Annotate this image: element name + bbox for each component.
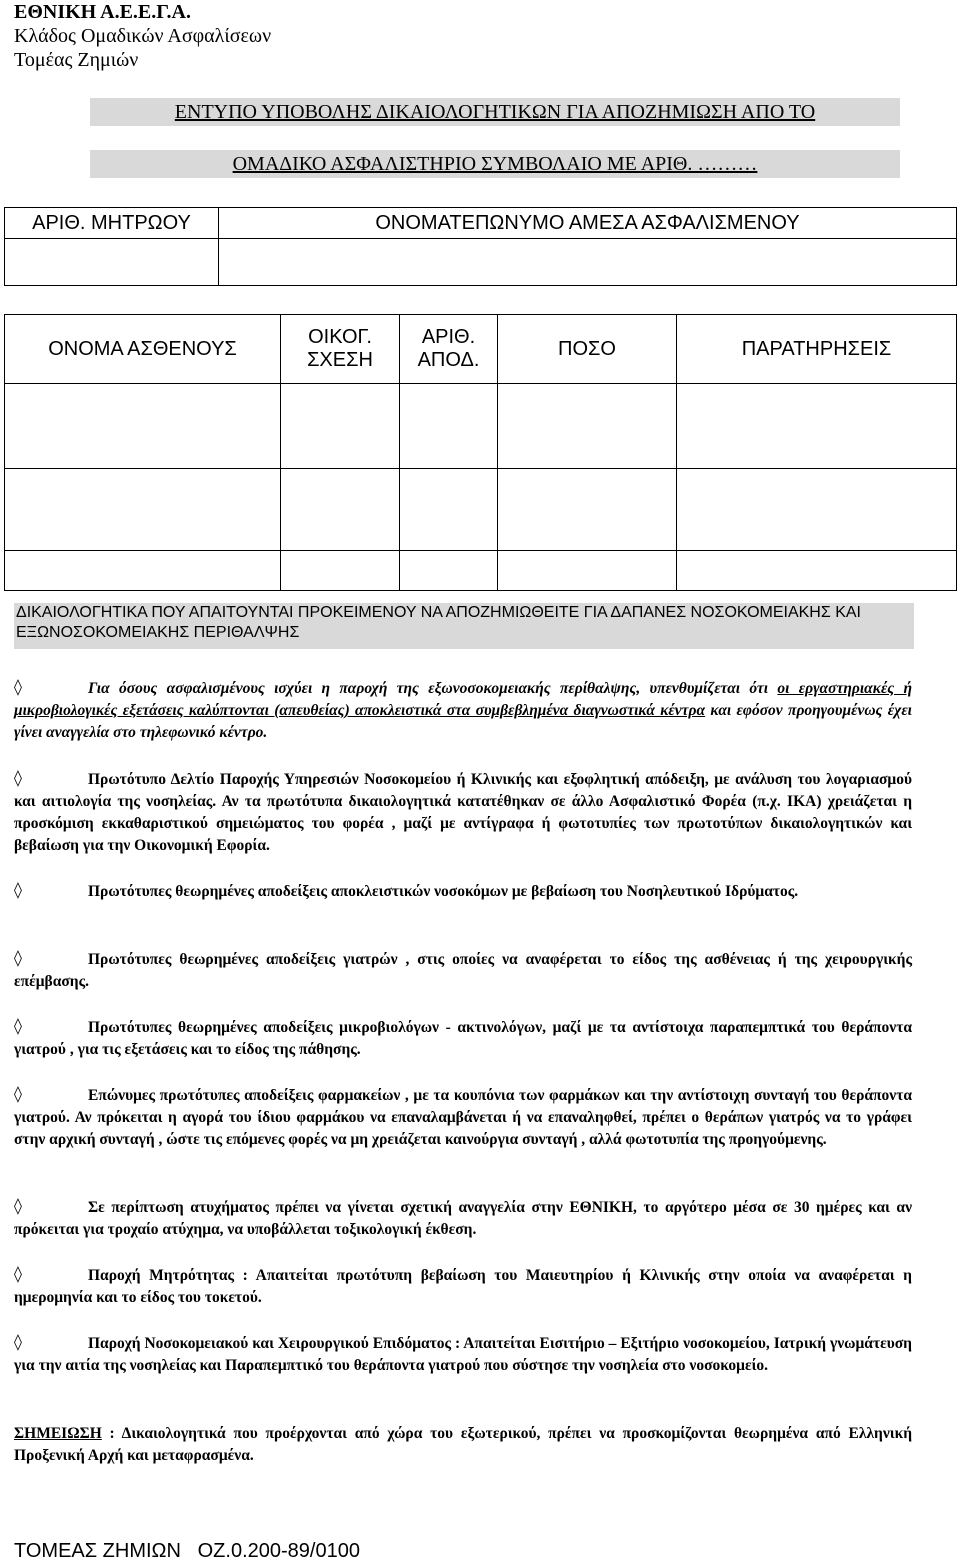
- document-header: [14, 0, 271, 72]
- table-cell[interactable]: [281, 384, 400, 469]
- diamond-outline-icon: ◊: [14, 677, 22, 696]
- remarks-header: ΠΑΡΑΤΗΡΗΣΕΙΣ: [677, 315, 957, 384]
- paragraph-maternity: [14, 1265, 912, 1309]
- table-cell[interactable]: [5, 469, 281, 551]
- amount-header: ΠΟΣΟ: [498, 315, 677, 384]
- family-relation-header: ΟΙΚΟΓ. ΣΧΕΣΗ: [281, 315, 400, 384]
- registry-number-cell[interactable]: [5, 239, 219, 286]
- table-cell[interactable]: [498, 469, 677, 551]
- table-cell[interactable]: [281, 469, 400, 551]
- table-cell[interactable]: [677, 469, 957, 551]
- footer-text: ΤΟΜΕΑΣ ΖΗΜΙΩΝ ΟΖ.0.200-89/0100: [14, 1540, 360, 1562]
- paragraph-outpatient: [14, 678, 912, 744]
- form-title-line-1: ΕΝΤΥΠΟ ΥΠΟΒΟΛΗΣ ΔΙΚΑΙΟΛΟΓΗΤΙΚΩΝ ΓΙΑ ΑΠΟΖΗΜΙΩΣΗ ΑΠΟ ΤΟ: [90, 98, 900, 126]
- labs-text: Πρωτότυπες θεωρημένες αποδείξεις μικροβιολόγων - ακτινολόγων, μαζί με τα αντίστοιχα παραπεμπτικά του θεράποντα γιατρού , για τις εξετάσεις και το είδος της πάθησης.: [14, 1019, 912, 1058]
- hospital-allowance-text: Παροχή Νοσοκομειακού και Χειρουργικού Επιδόματος : Απαιτείται Εισιτήριο – Εξιτήριο νοσοκομείου, Ιατρική γνωμάτευση για την αιτία της νοσηλείας και Παραπεμπτικό του θεράποντα γιατρού που σύστησε την νοσηλεία στο νοσοκομείο.: [14, 1335, 912, 1374]
- nurses-text: Πρωτότυπες θεωρημένες αποδείξεις αποκλειστικών νοσοκόμων με βεβαίωση του Νοσηλευτικού Ιδρύματος.: [88, 883, 799, 900]
- note-label: ΣΗΜΕΙΩΣΗ: [14, 1425, 102, 1442]
- paragraph-labs: [14, 1017, 912, 1061]
- table-cell[interactable]: [5, 551, 281, 591]
- diamond-outline-icon: ◊: [14, 1196, 22, 1215]
- diamond-outline-icon: ◊: [14, 1264, 22, 1283]
- table-cell[interactable]: [5, 384, 281, 469]
- maternity-text: Παροχή Μητρότητας : Απαιτείται πρωτότυπη βεβαίωση του Μαιευτηρίου ή Κλινικής στην οποία να αναφέρεται η ημερομηνία και το είδος του τοκετού.: [14, 1267, 912, 1306]
- paragraph-note: [14, 1423, 912, 1467]
- insured-table: [4, 207, 957, 286]
- paragraph-pharmacy: [14, 1085, 912, 1151]
- hospital-bill-text: Πρωτότυπο Δελτίο Παροχής Υπηρεσιών Νοσοκομείου ή Κλινικής και εξοφλητική απόδειξη, με ανάλυση του λογαριασμού και αιτιολογία της νοσηλείας. Αν τα πρωτότυπα δικαιολογητικά κατατέθηκαν σε άλλο Ασφαλιστικό Φορέα (π.χ. ΙΚΑ) χρειάζεται η προσκόμιση εκκαθαριστικού σημειώματος του φορέα , μαζί με αντίγραφα ή φωτοτυπίες των πρωτοτύπων δικαιολογητικών και βεβαίωση για την Οικονομική Εφορία.: [14, 771, 912, 854]
- claims-table: [4, 314, 957, 591]
- accident-text: Σε περίπτωση ατυχήματος πρέπει να γίνεται σχετική αναγγελία στην ΕΘΝΙΚΗ, το αργότερο μέσα σε 30 ημέρες και αν πρόκειται για τροχαίο ατύχημα, να υποβάλλεται τοξικολογική έκθεση.: [14, 1199, 912, 1238]
- form-code-footer: [14, 1540, 360, 1563]
- documents-title: ΔΙΚΑΙΟΛΟΓΗΤΙΚΑ ΠΟΥ ΑΠΑΙΤΟΥΝΤΑΙ ΠΡΟΚΕΙΜΕΝΟΥ ΝΑ ΑΠΟΖΗΜΙΩΘΕΙΤΕ ΓΙΑ ΔΑΠΑΝΕΣ ΝΟΣΟΚΟΜΕΙΑΚΗΣ ΚΑΙ ΕΞΩΝΟΣΟΚΟΜΕΙΑΚΗΣ ΠΕΡΙΘΑΛΨΗΣ: [14, 603, 914, 649]
- insured-name-header: ΟΝΟΜΑΤΕΠΩΝΥΜΟ ΑΜΕΣΑ ΑΣΦΑΛΙΣΜΕΝΟΥ: [219, 208, 957, 239]
- diamond-outline-icon: ◊: [14, 1016, 22, 1035]
- paragraph-nurses: [14, 881, 912, 903]
- outpatient-text-b: οι εργαστηριακές ή μικροβιολογικές εξετάσεις καλύπτονται (απευθείας) αποκλειστικά στα συμβεβλημένα διαγνωστικά κέντρα: [14, 680, 913, 719]
- table-row: [5, 551, 957, 591]
- table-cell[interactable]: [281, 551, 400, 591]
- table-cell[interactable]: [400, 469, 498, 551]
- note-separator: :: [101, 1425, 122, 1442]
- insured-name-cell[interactable]: [219, 239, 957, 286]
- receipt-number-header: ΑΡΙΘ. ΑΠΟΔ.: [400, 315, 498, 384]
- table-row: [5, 469, 957, 551]
- table-cell[interactable]: [677, 551, 957, 591]
- branch-name: Κλάδος Ομαδικών Ασφαλίσεων: [14, 25, 272, 47]
- paragraph-accident: [14, 1197, 912, 1241]
- diamond-outline-icon: ◊: [14, 948, 22, 967]
- patient-name-header: ΟΝΟΜΑ ΑΣΘΕΝΟΥΣ: [5, 315, 281, 384]
- pharmacy-text: Επώνυμες πρωτότυπες αποδείξεις φαρμακείων , με τα κουπόνια των φαρμάκων και την αντίστοιχη συνταγή του θεράποντα γιατρού. Αν πρόκειται η αγορά του ίδιου φαρμάκου να επαναλαμβάνεται ή να επαναληφθεί, πρέπει ο θεράπων γιατρός να το γράφει στην αρχική συνταγή , ώστε τις επόμενες φορές να μη χρειάζεται καινούργια συνταγή , αλλά φωτοτυπία της προηγούμενης.: [14, 1087, 912, 1148]
- table-cell[interactable]: [498, 384, 677, 469]
- outpatient-text-a: Για όσους ασφαλισμένους ισχύει η παροχή της εξωνοσοκομειακής περίθαλψης, υπενθυμίζεται ότι: [88, 680, 778, 697]
- paragraph-doctors: [14, 949, 912, 993]
- table-row: [5, 384, 957, 469]
- paragraph-hospital-allowance: [14, 1333, 912, 1377]
- table-cell[interactable]: [400, 551, 498, 591]
- company-name: ΕΘΝΙΚΗ Α.Ε.Ε.Γ.Α.: [14, 1, 192, 23]
- outpatient-text-c: και εφόσον προηγουμένως έχει γίνει αναγγελία στο τηλεφωνικό κέντρο.: [14, 702, 912, 741]
- sector-name: Τομέας Ζημιών: [14, 49, 139, 71]
- note-text: Δικαιολογητικά που προέρχονται από χώρα του εξωτερικού, πρέπει να προσκομίζονται θεωρημένα από Ελληνική Προξενική Αρχή και μεταφρασμένα.: [14, 1425, 912, 1464]
- diamond-outline-icon: ◊: [14, 768, 22, 787]
- registry-number-header: ΑΡΙΘ. ΜΗΤΡΩΟΥ: [5, 208, 219, 239]
- diamond-outline-icon: ◊: [14, 880, 22, 899]
- doctors-text: Πρωτότυπες θεωρημένες αποδείξεις γιατρών , στις οποίες να αναφέρεται το είδος της ασθένειας ή της χειρουργικής επέμβασης.: [14, 951, 912, 990]
- diamond-outline-icon: ◊: [14, 1332, 22, 1351]
- table-cell[interactable]: [400, 384, 498, 469]
- table-cell[interactable]: [498, 551, 677, 591]
- form-title-line-2: ΟΜΑΔΙΚΟ ΑΣΦΑΛΙΣΤΗΡΙΟ ΣΥΜΒΟΛΑΙΟ ΜΕ ΑΡΙΘ. ………: [90, 150, 900, 178]
- paragraph-hospital-bill: [14, 769, 912, 857]
- table-cell[interactable]: [677, 384, 957, 469]
- diamond-outline-icon: ◊: [14, 1084, 22, 1103]
